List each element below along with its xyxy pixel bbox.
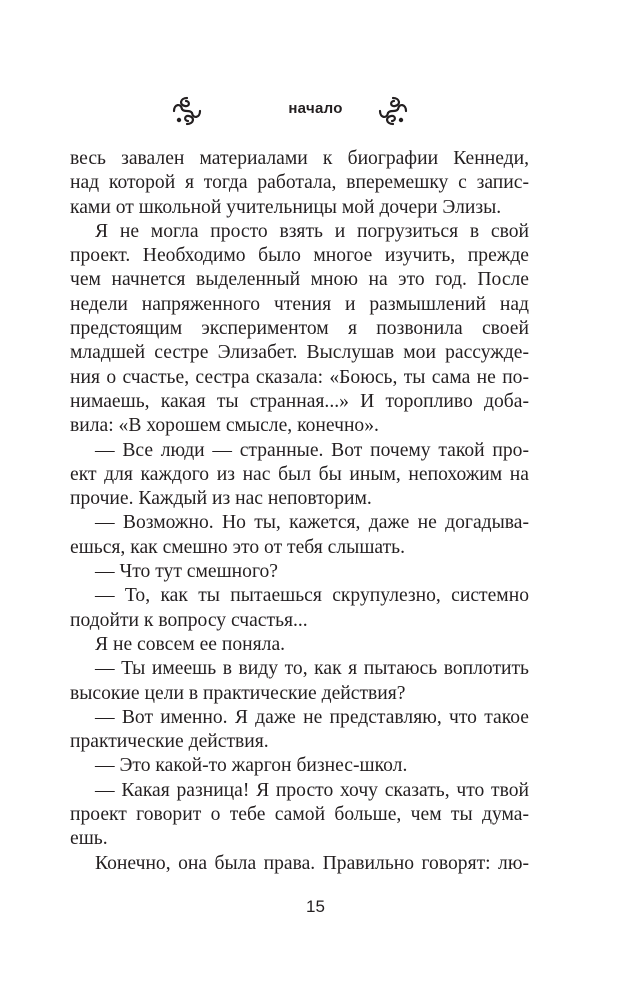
- text-line: высокие цели в практические действия?: [70, 682, 406, 704]
- text-line: — Что тут смешного?: [95, 561, 278, 583]
- text-line: нимаешь, какая ты странная...» И торопливо доба-: [70, 390, 529, 412]
- page-number: 15: [306, 897, 325, 916]
- text-line: весь завален материалами к биографии Кеннеди,: [70, 148, 529, 169]
- text-line: чем начнется выделенный мною на это год. После: [70, 269, 529, 291]
- running-header: [0, 92, 631, 132]
- text-line: прочие. Каждый из нас неповторим.: [70, 488, 372, 510]
- text-line: ками от школьной учительницы мой дочери Элизы.: [70, 196, 502, 218]
- text-line: вила: «В хорошем смысле, конечно».: [70, 415, 379, 437]
- text-line: — Это какой-то жаргон бизнес-школ.: [95, 755, 408, 777]
- body-text: [70, 147, 529, 876]
- text-line: подойти к вопросу счастья...: [70, 609, 308, 631]
- running-head-title: начало: [288, 100, 343, 117]
- text-line: — Вот именно. Я даже не представляю, что такое: [95, 706, 529, 728]
- text-line: — Все люди — странные. Вот почему такой про-: [95, 439, 529, 461]
- text-line: недели напряженного чтения и размышлений над: [70, 293, 529, 315]
- text-line: — Возможно. Но ты, кажется, даже не догадыва-: [95, 512, 529, 534]
- text-line: ешься, как смешно это от тебя слышать.: [70, 536, 405, 558]
- text-line: над которой я тогда работала, вперемешку с запис-: [70, 172, 529, 194]
- text-line: Конечно, она была права. Правильно говорят: лю-: [95, 852, 529, 874]
- text-line: предстоящим экспериментом я позвонила своей: [70, 318, 529, 340]
- text-line: — То, как ты пытаешься скрупулезно, системно: [95, 585, 529, 607]
- text-line: ния о счастье, сестра сказала: «Боюсь, ты сама не по-: [70, 366, 529, 388]
- text-line: Я не могла просто взять и погрузиться в свой: [95, 220, 529, 242]
- text-line: — Какая разница! Я просто хочу сказать, что твой: [95, 779, 529, 801]
- text-line: Я не совсем ее поняла.: [95, 633, 286, 655]
- text-line: ект для каждого из нас был бы иным, непохожим на: [70, 463, 529, 485]
- text-line: — Ты имеешь в виду то, как я пытаюсь воплотить: [95, 658, 529, 680]
- text-line: младшей сестре Элизабет. Выслушав мои рассужде-: [70, 342, 529, 364]
- text-line: ешь.: [70, 828, 108, 850]
- text-line: проект говорит о тебе самой больше, чем ты дума-: [70, 804, 529, 826]
- fleuron-right-icon: [376, 94, 410, 128]
- text-line: проект. Необходимо было многое изучить, прежде: [70, 245, 529, 267]
- text-line: практические действия.: [70, 731, 269, 753]
